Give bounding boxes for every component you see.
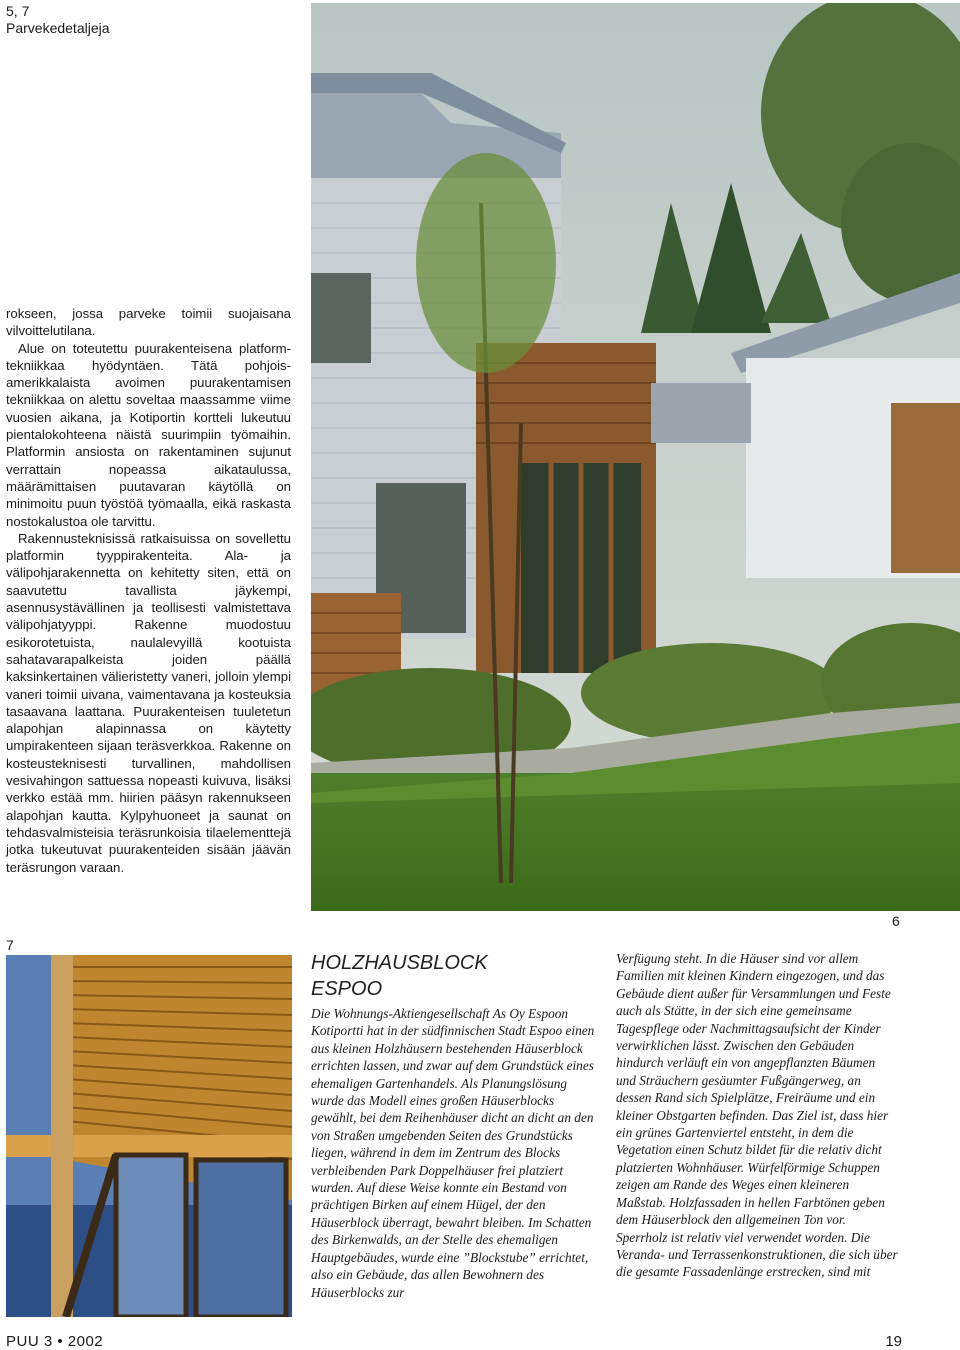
- page-number: 19: [885, 1333, 902, 1350]
- paragraph: Alue on toteutettu puurakenteisena platform- tekniikkaa hyödyntäen. Tätä pohjois-amerikkalaista avoimen puurakentamisen tekniikkaa on alettu soveltaa maassamme viime vuosien aikana, ja Kotiportin kortteli lukeutuu pientalokohteena näistä suurimpiin työmaihin. Platformin ansiosta on rakentaminen sujunut verrattain nopeassa aikataulussa, määrämittaisen puutavaran käytöllä on minimoitu puun työstöä työmaalla, eikä raskasta nostokalustoa ole tarvittu.: [6, 340, 291, 529]
- balcony-detail-photo: [6, 955, 292, 1317]
- paragraph: Rakennusteknisissä ratkaisuissa on sovellettu platformin tyyppirakenteita. Ala- ja välipohjarakennetta on kehitetty siten, että on saavutettu tavallista jäykempi, asennusystävällinen ja teollisesti valmistettava välipohjatyyppi. Rakenne muodostuu esikorotetuista, naulalevyillä kootuista sahatavarapalkeista joiden päällä kaksinkertainen välieristetty vaneri, jolloin ylempi vaneri toimii uivana, vaimentavana ja kosteuksia tasaavana laattana. Puurakenteisen tuuletetun alapohjan alapinnassa on käytetty umpirakenteen sijaan teräsverkkoa. Rakenne on kosteusteknisesti turvallinen, mahdollisen vesivahingon sattuessa nopeasti kuivuva, lisäksi verkko estää mm. hiirien pääsyn rakennukseen alapohjan kautta. Kylpyhuoneet ja saunat on tehdasvalmisteisia teräsrunkoisia tilaelementtejä jotka tukeutuvat puurakenteiden sisään jäävän teräsrungon varaan.: [6, 530, 291, 875]
- german-text-column-2: Verfügung steht. In die Häuser sind vor allem Familien mit kleinen Kindern eingezogen, und das Gebäude dient außer für Versammlungen und Feste auch als Stätte, in der sich eine gemeinsame Tagespflege oder Nachmittagsaufsicht der Kinder verwirklichen lässt. Zwischen den Gebäuden hindurch verläuft ein von angepflanzten Bäumen und Sträuchern gesäumter Fußgängerweg, an dessen Rand sich Spielplätze, Freiräume und ein kleiner Obstgarten befinden. Das Ziel ist, dass hier ein grünes Gartenviertel entsteht, in dem die Vegetation einen Schutz bildet für die relativ dicht platzierten Wohnhäuser. Würfelförmige Schuppen zeigen am Rande des Weges einen kleineren Maßstab. Holzfassaden in hellen Farbtönen geben dem Häuserblock den allgemeinen Ton vor. Sperrholz ist relativ viel verwendet worden. Die Veranda- und Terrassenkonstruktionen, die sich über die gesamte Fassadenlänge erstrecken, sind mit: [616, 951, 898, 1280]
- article-title: [311, 950, 488, 1002]
- magazine-issue: PUU 3 • 2002: [6, 1333, 104, 1350]
- paragraph: rokseen, jossa parveke toimii suojaisana vilvoittelutilana.: [6, 306, 291, 339]
- figure-number: 7: [6, 937, 14, 953]
- photo-caption: [6, 3, 110, 37]
- finnish-text-column: [6, 305, 291, 876]
- figure-number: 6: [892, 913, 900, 929]
- main-photo-housing-block: [311, 3, 960, 911]
- caption-text: Parvekedetaljeja: [6, 20, 110, 36]
- title-line: HOLZHAUSBLOCK: [311, 952, 488, 974]
- german-text-column-1: Die Wohnungs-Aktiengesellschaft As Oy Espoon Kotiportti hat in der südfinnischen Stadt Espoo einen aus kleinen Holzhäusern bestehenden Häuserblock errichten lassen, und zwar auf dem Grundstück eines ehemaligen Gartenhandels. Als Planungslösung wurde das Modell eines großen Häuserblocks gewählt, bei dem Reihenhäuser dicht an dicht an den von Straßen umgebenden Seiten des Grundstücks liegen, während in dem im Zentrum des Blocks verbleibenden Park Doppelhäuser frei platziert wurden. Auf diese Weise konnte ein Bestand von prächtigen Birken auf einem Hügel, der den Häuserblock überragt, bewahrt bleiben. Im Schatten des Birkenwalds, an der Stelle des ehemaligen Hauptgebäudes, wurde eine ”Blockstube” errichtet, also ein Gebäude, das allen Bewohnern des Häuserblocks zur: [311, 1006, 595, 1300]
- caption-figure-numbers: 5, 7: [6, 3, 30, 19]
- title-line: ESPOO: [311, 978, 383, 1000]
